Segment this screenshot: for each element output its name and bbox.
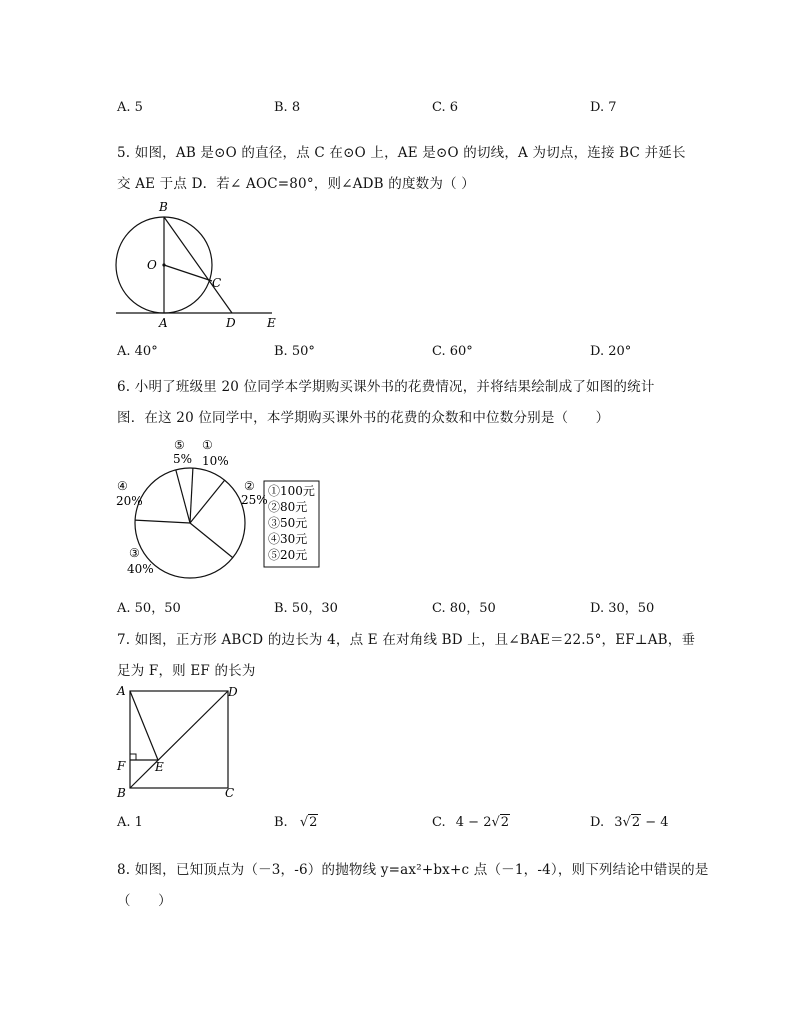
- q6-option-a: A. 50，50: [117, 601, 181, 616]
- label-d: D: [228, 685, 238, 699]
- q8-text-line1: 8. 如图，已知顶点为（－3，-6）的抛物线 y=ax²+bx+c 点（－1，-4），则下列结论中错误的是: [117, 862, 709, 878]
- q4-option-c: C. 6: [432, 100, 459, 115]
- label-b: B: [117, 786, 126, 800]
- label-c: C: [212, 276, 222, 290]
- q7-option-d-pre: 3: [614, 815, 623, 830]
- q7-option-c-radicand: 2: [500, 815, 510, 830]
- label-d: D: [226, 316, 236, 330]
- label-c: C: [225, 786, 235, 800]
- pie-label-5-num: ⑤: [174, 438, 185, 452]
- sqrt-icon: √: [622, 815, 631, 830]
- pie-slice-boundary-④: [135, 520, 190, 523]
- q5-option-b: B. 50°: [274, 344, 315, 359]
- q7-option-c-prefix: C.: [432, 815, 446, 830]
- q7-square-figure: [110, 683, 250, 803]
- q7-option-b-prefix: B.: [274, 815, 288, 830]
- q6-option-d: D. 30，50: [590, 601, 655, 616]
- q5-text-line1: 5. 如图，AB 是⊙O 的直径，点 C 在⊙O 上，AE 是⊙O 的切线，A 为切点，连接 BC 并延长: [117, 145, 686, 161]
- q7-text-line2: 足为 F，则 EF 的长为: [117, 663, 256, 679]
- legend-item-1: ①100元: [268, 484, 315, 498]
- q4-option-b: B. 8: [274, 100, 301, 115]
- q7-option-b: [274, 815, 318, 830]
- pie-slice-boundary-③: [190, 523, 233, 558]
- legend-item-2: ②80元: [268, 500, 308, 514]
- q5-option-c: C. 60°: [432, 344, 473, 359]
- q5-circle-figure: [110, 196, 290, 336]
- q7-text-line1: 7. 如图，正方形 ABCD 的边长为 4，点 E 在对角线 BD 上，且∠BAE＝22.5°，EF⊥AB，垂: [117, 632, 696, 648]
- q4-option-a: A. 5: [117, 100, 143, 115]
- label-b: B: [159, 200, 168, 214]
- right-angle-mark: [130, 754, 136, 760]
- q5-option-a: A. 40°: [117, 344, 158, 359]
- pie-slice-boundary-①: [190, 468, 193, 523]
- center-dot: [162, 263, 165, 266]
- label-o: O: [147, 258, 157, 272]
- pie-slice-boundary-②: [190, 480, 225, 523]
- pie-label-3-num: ③: [129, 546, 140, 560]
- q6-text-line2: 图．在这 20 位同学中，本学期购买课外书的花费的众数和中位数分别是（ ）: [117, 410, 610, 426]
- pie-label-1-num: ①: [202, 438, 213, 452]
- q6-text-line1: 6. 小明了班级里 20 位同学本学期购买课外书的花费情况，并将结果绘制成了如图的统计: [117, 379, 655, 395]
- pie-label-3-pct: 40%: [127, 562, 154, 576]
- segment-oc: [164, 265, 212, 281]
- segment-ae: [130, 691, 158, 760]
- label-e: E: [155, 760, 164, 774]
- q7-option-d-post: − 4: [641, 815, 669, 830]
- q8-text-line2: （ ）: [117, 893, 172, 909]
- legend-item-5: ⑤20元: [268, 548, 308, 562]
- label-a: A: [159, 316, 168, 330]
- q7-option-a: A. 1: [117, 815, 143, 830]
- pie-label-1-pct: 10%: [202, 454, 229, 468]
- pie-label-4-num: ④: [117, 479, 128, 493]
- sqrt-icon: √: [491, 815, 500, 830]
- q7-option-c: [432, 815, 510, 830]
- q7-option-d: [590, 815, 669, 830]
- pie-slice-boundary-⑤: [176, 470, 190, 523]
- q5-option-d: D. 20°: [590, 344, 632, 359]
- sqrt-icon: √: [299, 815, 309, 830]
- q7-option-d-radicand: 2: [631, 815, 641, 830]
- label-a: A: [117, 684, 126, 698]
- q7-option-b-radicand: 2: [309, 815, 318, 830]
- legend-item-4: ④30元: [268, 532, 308, 546]
- pie-label-5-pct: 5%: [173, 452, 193, 466]
- q6-option-b: B. 50，30: [274, 601, 338, 616]
- q5-text-line2: 交 AE 于点 D．若∠ AOC=80°，则∠ADB 的度数为（ ）: [117, 176, 475, 192]
- label-f: F: [117, 759, 126, 773]
- q4-option-d: D. 7: [590, 100, 617, 115]
- pie-label-2-pct: 25%: [241, 493, 268, 507]
- pie-label-4-pct: 20%: [116, 494, 143, 508]
- legend-item-3: ③50元: [268, 516, 308, 530]
- pie-label-2-num: ②: [244, 479, 255, 493]
- diagonal-bd: [130, 691, 228, 788]
- label-e: E: [267, 316, 276, 330]
- q7-option-d-prefix: D.: [590, 815, 605, 830]
- q7-option-c-pre: 4 − 2: [455, 815, 492, 830]
- q6-pie-chart: [110, 433, 340, 583]
- q6-option-c: C. 80，50: [432, 601, 496, 616]
